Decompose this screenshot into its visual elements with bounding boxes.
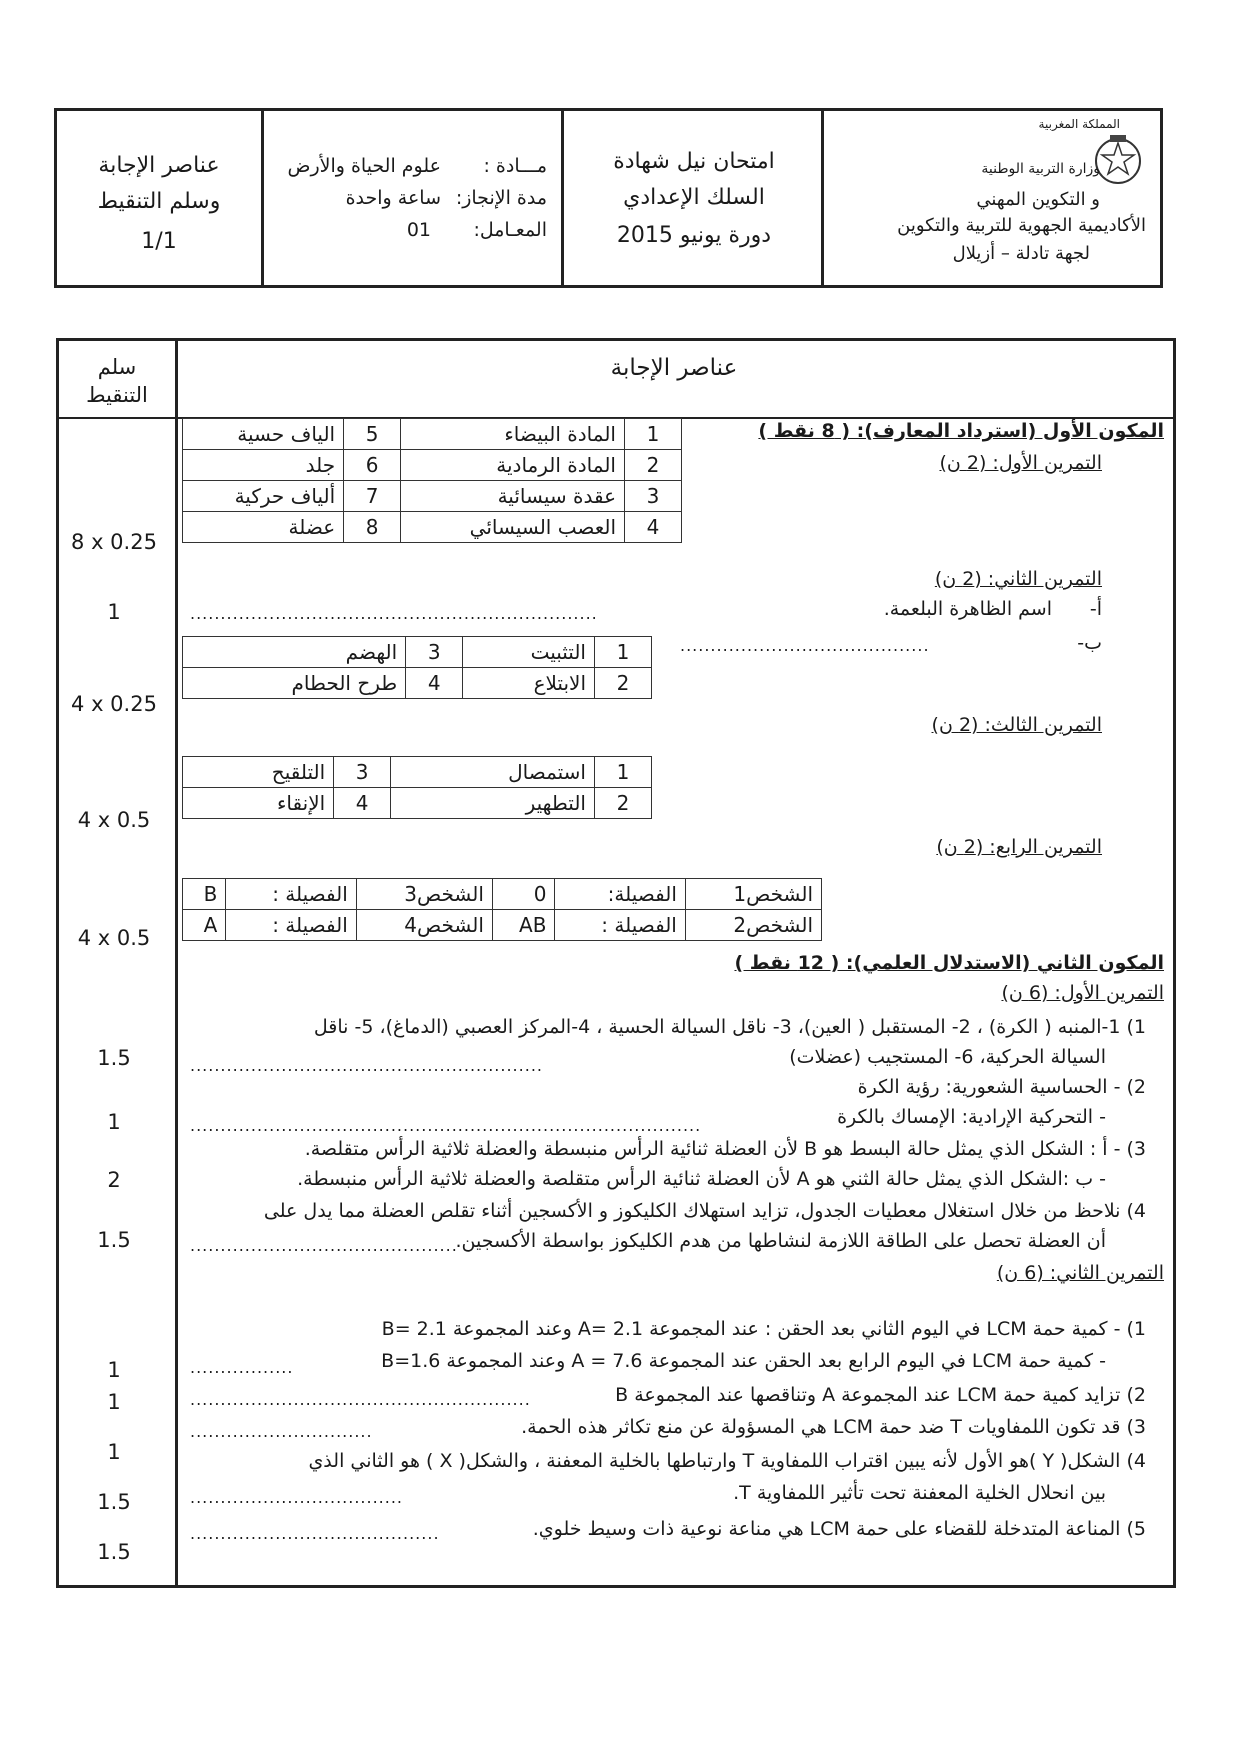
cell-person: الشخص3 [356, 879, 492, 910]
part2-ex1-line: 3) - أ : الشكل الذي يمثل حالة البسط هو B لأن العضلة ثنائية الرأس منبسطة والعضلة ثلاثية الرأس متقلصة. [304, 1138, 1146, 1160]
part1-title: المكون الأول (استرداد المعارف): ( 8 نقط ) [758, 420, 1164, 442]
table-row [183, 788, 652, 819]
table-row [183, 910, 822, 941]
cell-num: 4 [406, 668, 463, 699]
exam-title-1: امتحان نيل شهادة [613, 149, 775, 174]
table-row [183, 668, 652, 699]
exam-title-2: السلك الإعدادي [623, 185, 765, 210]
cell-answer: جلد [183, 450, 344, 481]
part2-title: المكون الثاني (الاستدلال العلمي): ( 12 نقط ) [734, 952, 1164, 974]
cell-person: الشخص1 [685, 879, 821, 910]
cell-num: 5 [344, 419, 401, 450]
dotted-line: ................. [190, 1358, 294, 1377]
part2-ex1-line: السيالة الحركية، 6- المستجيب (عضلات) [789, 1046, 1106, 1068]
part1-ex2-a-label: أ- [1089, 598, 1102, 620]
score-part2-ex2-q4: 1.5 [97, 1490, 131, 1514]
part1-ex2-title: التمرين الثاني: (2 ن) [934, 568, 1102, 590]
cell-num: 1 [625, 419, 682, 450]
cell-group-label: الفصيلة : [555, 910, 685, 941]
part2-ex1-line: - ب :الشكل الذي يمثل حالة الثني هو A لأن العضلة ثنائية الرأس متقلصة والعضلة ثلاثية الرأس منبسطة. [297, 1168, 1106, 1190]
table-row [183, 450, 682, 481]
score-col-title-2: التنقيط [86, 383, 148, 407]
cell-group: B [183, 879, 226, 910]
part1-ex2-b-label: ب- [1077, 632, 1102, 654]
part2-ex1-line: - التحركية الإرادية: الإمساك بالكرة [837, 1106, 1106, 1128]
dotted-line: ................................................................... [190, 604, 598, 623]
page-number: 1/1 [141, 229, 177, 254]
part1-ex1-table [182, 418, 682, 543]
cell-answer: التثبيت [463, 637, 595, 668]
part2-ex1-title: التمرين الأول: (6 ن) [1001, 982, 1164, 1004]
cell-answer: الإنقاء [183, 788, 334, 819]
dotted-line: .................................................................................... [190, 1116, 702, 1135]
score-part2-ex2-q3: 1 [107, 1440, 121, 1464]
cell-answer: التطهير [391, 788, 595, 819]
answers-title-2: وسلم التنقيط [97, 189, 221, 214]
score-part2-ex2-q5: 1.5 [97, 1540, 131, 1564]
dotted-line: .............................. [190, 1422, 373, 1441]
ministry-line-2: و التكوين المهني [976, 189, 1100, 210]
answers-col-title: عناصر الإجابة [610, 355, 738, 381]
part2-ex1-line: 2) - الحساسية الشعورية: رؤية الكرة [857, 1076, 1146, 1098]
dotted-line: .......................................................... [190, 1056, 543, 1075]
cell-answer: المادة البيضاء [401, 419, 625, 450]
cell-num: 2 [595, 788, 652, 819]
part2-ex2-line: 4) الشكل( Y )هو الأول لأنه يبين اقتراب اللمفاوية T وارتباطها بالخلية المعفنة ، والشكل( X ) هو الثاني الذي [308, 1450, 1146, 1472]
subject-value: علوم الحياة والأرض [287, 155, 441, 177]
ministry-line-1: وزارة التربية الوطنية [981, 161, 1100, 177]
part1-ex3-title: التمرين الثالث: (2 ن) [931, 714, 1102, 736]
duration-label: مدة الإنجاز: [455, 187, 547, 209]
cell-group-label: الفصيلة : [226, 910, 356, 941]
score-part2-ex2-q1a: 1 [107, 1358, 121, 1382]
cell-answer: المادة الرمادية [401, 450, 625, 481]
part1-ex3-table [182, 756, 652, 819]
dotted-line: ......................................... [190, 1524, 440, 1543]
table-row [183, 481, 682, 512]
dotted-line: ................................... [190, 1488, 404, 1507]
cell-answer: الابتلاع [463, 668, 595, 699]
part1-ex4-table [182, 878, 822, 941]
cell-answer: الياف حسية [183, 419, 344, 450]
cell-num: 3 [406, 637, 463, 668]
part2-ex1-line: 1) 1-المنبه ( الكرة) ، 2- المستقبل ( العين)، 3- ناقل السيالة الحسية ، 4-المركز العصبي (الدماغ)، 5- ناقل [313, 1016, 1146, 1038]
table-row [183, 419, 682, 450]
dotted-line: ........................................................ [190, 1390, 531, 1409]
cell-num: 2 [595, 668, 652, 699]
table-row [183, 512, 682, 543]
cell-answer: استمصال [391, 757, 595, 788]
table-row [183, 757, 652, 788]
header-box [54, 108, 1163, 288]
cell-group-label: الفصيلة: [555, 879, 685, 910]
score-part2-q3: 2 [107, 1168, 121, 1192]
cell-group: A [183, 910, 226, 941]
cell-num: 4 [625, 512, 682, 543]
cell-person: الشخص2 [685, 910, 821, 941]
cell-person: الشخص4 [356, 910, 492, 941]
kingdom-text: المملكة المغربية [1038, 117, 1120, 131]
dotted-line: ......................................... [680, 636, 930, 655]
coef-label: المعـامل: [473, 219, 547, 241]
score-part1-ex2b: 4 x 0.25 [71, 692, 157, 716]
part1-ex2-a-text: اسم الظاهرة البلعمة. [883, 598, 1052, 620]
part1-ex2-table [182, 636, 652, 699]
cell-num: 2 [625, 450, 682, 481]
cell-answer: عقدة سيسائية [401, 481, 625, 512]
cell-num: 6 [344, 450, 401, 481]
coef-value: 01 [406, 219, 431, 241]
cell-group: 0 [492, 879, 555, 910]
part2-ex2-line: 5) المناعة المتدخلة للقضاء على حمة LCM هي مناعة نوعية ذات وسيط خلوي. [532, 1518, 1146, 1540]
cell-answer: ألياف حركية [183, 481, 344, 512]
academy-name: الأكاديمية الجهوية للتربية والتكوين [897, 215, 1146, 236]
score-part2-ex2-q1b: 1 [107, 1390, 121, 1414]
header-subject-cell [261, 111, 561, 285]
score-part2-q1: 1.5 [97, 1046, 131, 1070]
part2-ex2-line: 1) - كمية حمة LCM في اليوم الثاني بعد الحقن : عند المجموعة A= 2.1 وعند المجموعة B= 2.1 [381, 1318, 1146, 1340]
part2-ex2-line: بين انحلال الخلية المعفنة تحت تأثير اللمفاوية T. [733, 1482, 1106, 1504]
score-part1-ex2a: 1 [107, 600, 121, 624]
part2-ex1-line: 4) نلاحظ من خلال استغلال معطيات الجدول، تزايد استهلاك الكليكوز و الأكسجين أثناء تقلص العضلة مما يدل على [263, 1200, 1146, 1222]
cell-answer: التلقيح [183, 757, 334, 788]
cell-answer: العصب السيسائي [401, 512, 625, 543]
cell-num: 7 [344, 481, 401, 512]
cell-answer: الهضم [183, 637, 406, 668]
part2-ex1-line: أن العضلة تحصل على الطاقة اللازمة لنشاطها من هدم الكليكوز بواسطة الأكسجين. [455, 1230, 1106, 1252]
cell-group-label: الفصيلة : [226, 879, 356, 910]
cell-answer: طرح الحطام [183, 668, 406, 699]
cell-num: 8 [344, 512, 401, 543]
score-part2-q2: 1 [107, 1110, 121, 1134]
subject-label: مـــادة : [483, 155, 547, 177]
part2-ex2-title: التمرين الثاني: (6 ن) [996, 1262, 1164, 1284]
score-part1-ex4: 4 x 0.5 [77, 926, 151, 950]
cell-num: 4 [334, 788, 391, 819]
answers-title-1: عناصر الإجابة [98, 153, 220, 178]
score-col-title-1: سلم [97, 355, 137, 379]
cell-num: 3 [334, 757, 391, 788]
table-row [183, 879, 822, 910]
cell-num: 3 [625, 481, 682, 512]
cell-group: AB [492, 910, 555, 941]
score-part1-ex1: 8 x 0.25 [71, 530, 157, 554]
part2-ex2-line: 3) قد تكون اللمفاويات T ضد حمة LCM هي المسؤولة عن منع تكاثر هذه الحمة. [521, 1416, 1146, 1438]
dotted-line: ............................................ [190, 1236, 458, 1255]
score-column-divider [175, 341, 178, 1585]
exam-session: دورة يونيو 2015 [616, 223, 772, 248]
header-answers-cell [57, 111, 261, 285]
part1-ex4-title: التمرين الرابع: (2 ن) [936, 836, 1102, 858]
duration-value: ساعة واحدة [345, 187, 441, 209]
part2-ex2-line: - كمية حمة LCM في اليوم الرابع بعد الحقن عند المجموعة A = 7.6 وعند المجموعة B=1.6 [381, 1350, 1106, 1372]
header-exam-cell [561, 111, 821, 285]
score-part2-q4: 1.5 [97, 1228, 131, 1252]
cell-num: 1 [595, 757, 652, 788]
score-part1-ex3: 4 x 0.5 [77, 808, 151, 832]
part1-ex1-title: التمرين الأول: (2 ن) [939, 452, 1102, 474]
table-row [183, 637, 652, 668]
cell-num: 1 [595, 637, 652, 668]
region-name: لجهة تادلة – أزيلال [952, 243, 1090, 264]
cell-answer: عضلة [183, 512, 344, 543]
header-ministry-cell [821, 111, 1160, 285]
part2-ex2-line: 2) تزايد كمية حمة LCM عند المجموعة A وتناقصها عند المجموعة B [615, 1384, 1146, 1406]
